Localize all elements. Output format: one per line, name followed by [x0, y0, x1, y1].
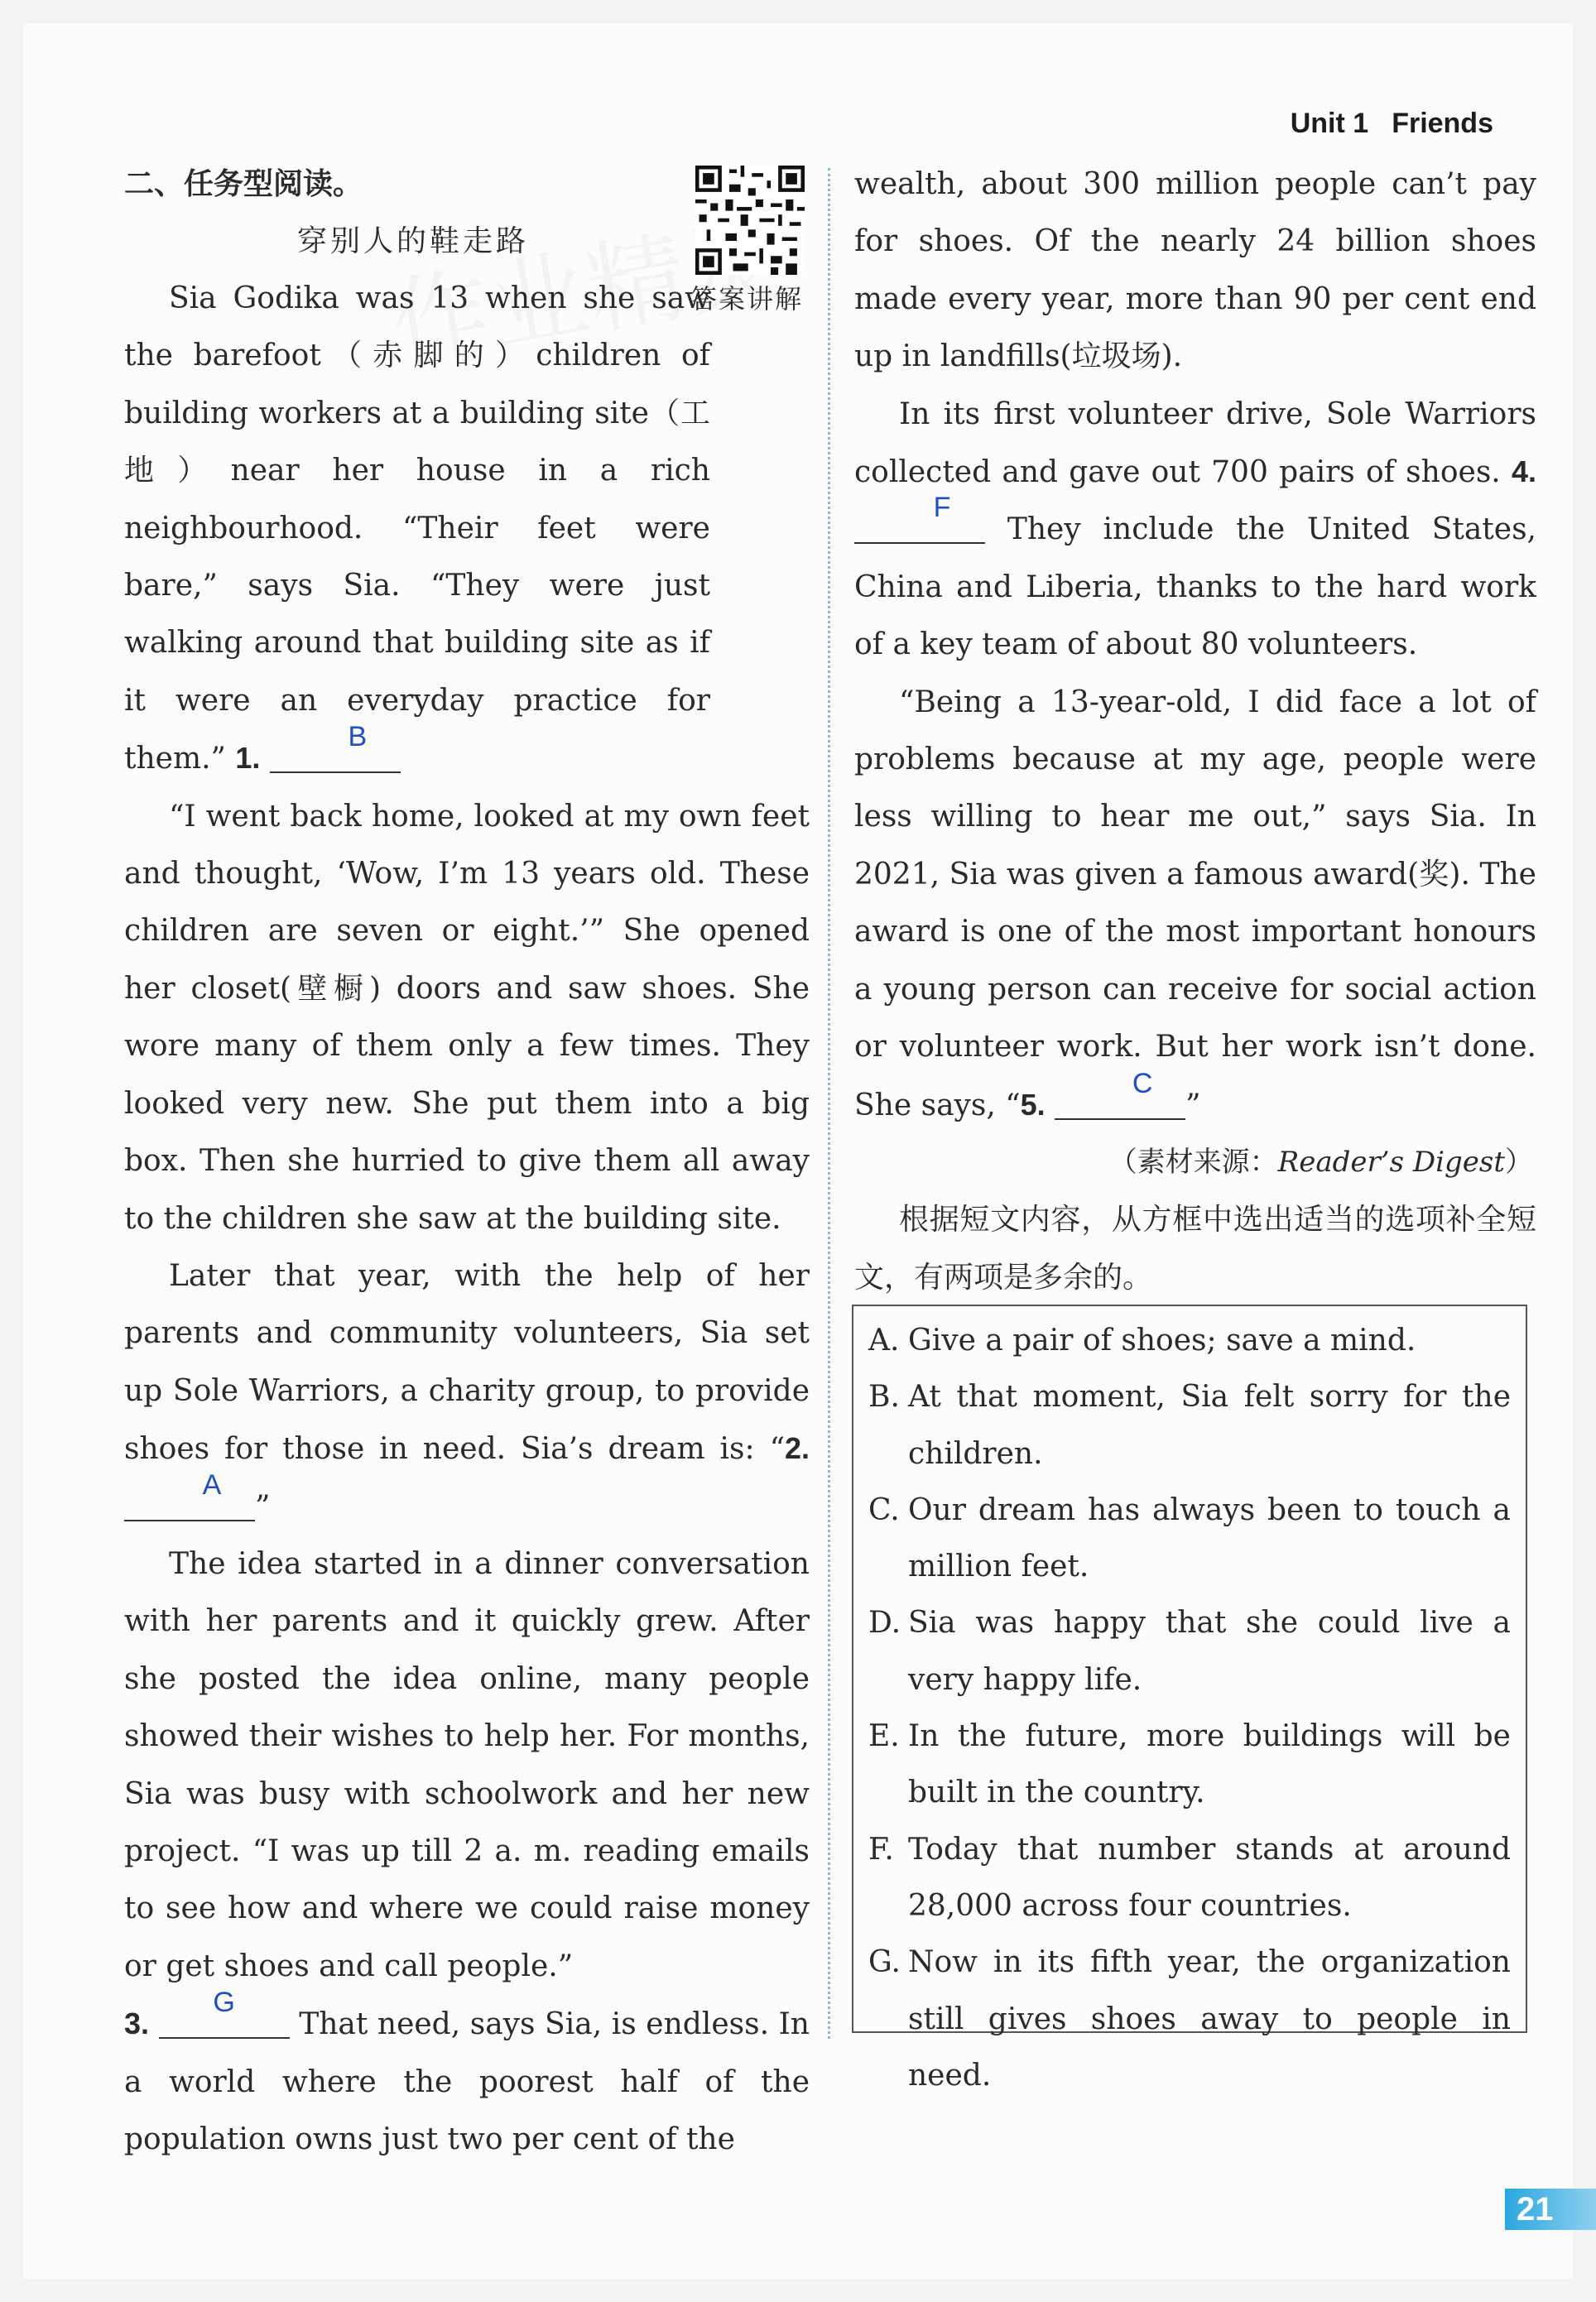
- answer-5: C: [1132, 1067, 1153, 1099]
- paragraph-4: The idea started in a dinner conversation with her parents and it quickly grew. After she posted the idea online, many people showed their wishes to help her. For months, Sia was busy with schoolwork and her new project. “I was up till 2 a. m. reading emails to see how and where we could raise money or get shoes and call people.”: [124, 1546, 810, 1983]
- instruction: 根据短文内容，从方框中选出适当的选项补全短文，有两项是多余的。: [854, 1203, 1536, 1295]
- unit-label: Unit 1: [1290, 108, 1369, 139]
- section-title: 二、任务型阅读。: [124, 167, 363, 201]
- story-title: 穿别人的鞋走路: [296, 224, 529, 258]
- paragraph-7: “Being a 13-year-old, I did face a lot of problems because at my age, people were less willing to hear me out,” says Sia. In 2021, Sia was given a famous award(奖). The award is one of the most important honours a young person can receive for social action or volunteer work. But her work isn’t done. She says, “5. C ”: [854, 685, 1536, 1122]
- answer-3: G: [213, 1987, 235, 2019]
- option-f: F. Today that number stands at around 28,000 across four countries.: [868, 1832, 1511, 1923]
- options-box: [852, 1305, 1527, 2093]
- question-5-number: 5.: [1020, 1087, 1046, 1122]
- answer-blank-4[interactable]: [854, 492, 985, 544]
- paragraph-3: Later that year, with the help of her parents and community volunteers, Sia set up Sole Warriors, a charity group, to provide shoes for those in need. Sia’s dream is: “2. A ”: [124, 1258, 810, 1524]
- workbook-page: [23, 23, 1573, 2279]
- unit-title: Friends: [1392, 108, 1493, 139]
- paragraph-6: In its first volunteer drive, Sole Warriors collected and gave out 700 pairs of shoes. 4. F They include the United States, China and Liberia, thanks to the hard work of a key team of about 80 volunteers.: [854, 396, 1536, 662]
- answer-2: A: [202, 1468, 222, 1501]
- paragraph-5-continued: wealth, about 300 million people can’t pay for shoes. Of the nearly 24 billion shoes made every year, more than 90 per cent end up in landfills(垃圾场).: [854, 167, 1536, 374]
- option-e: E. In the future, more buildings will be built in the country.: [868, 1719, 1511, 1810]
- paragraph-5: 3. G That need, says Sia, is endless. In a world where the poorest half of the population owns just two per cent of the: [124, 1987, 810, 2156]
- question-2-number: 2.: [784, 1431, 810, 1466]
- paragraph-1: Sia Godika was 13 when she saw the barefoot（赤脚的）children of building workers at a building site（工地）near her house in a rich neighbourhood. “Their feet were bare,” says Sia. “They were just walking around that building site as if it were an everyday practice for them.” 1. B: [124, 281, 710, 776]
- answer-blank-2[interactable]: [124, 1468, 255, 1521]
- question-3-number: 3.: [124, 2006, 150, 2041]
- question-4-number: 4.: [1511, 454, 1536, 489]
- answer-4: F: [933, 492, 951, 524]
- right-column: [854, 156, 1536, 1306]
- page-number: 21: [1505, 2189, 1596, 2230]
- option-a: A. Give a pair of shoes; save a mind.: [868, 1324, 1416, 1358]
- answer-blank-3[interactable]: [159, 1987, 290, 2039]
- qr-label: 答案讲解: [690, 283, 804, 315]
- option-g: G. Now in its fifth year, the organization still gives shoes away to people in need.: [868, 1945, 1511, 2093]
- question-1-number: 1.: [235, 741, 261, 776]
- left-column: [124, 156, 810, 2168]
- answer-1: B: [348, 721, 368, 753]
- paragraph-2: “I went back home, looked at my own feet and thought, ‘Wow, I’m 13 years old. These children are seven or eight.’” She opened her closet(壁橱) doors and saw shoes. She wore many of them only a few times. They looked very new. She put them into a big box. Then she hurried to give them all away to the children she saw at the building site.: [124, 799, 810, 1236]
- option-d: D. Sia was happy that she could live a very happy life.: [868, 1606, 1511, 1697]
- answer-blank-5[interactable]: [1055, 1067, 1185, 1120]
- option-b: B. At that moment, Sia felt sorry for the children.: [868, 1380, 1511, 1471]
- option-c: C. Our dream has always been to touch a million feet.: [868, 1492, 1511, 1584]
- page-header: [1291, 108, 1493, 140]
- column-divider: [828, 168, 830, 2039]
- source-citation: （素材来源：Reader’s Digest）: [1108, 1145, 1533, 1179]
- answer-blank-1[interactable]: [270, 721, 401, 773]
